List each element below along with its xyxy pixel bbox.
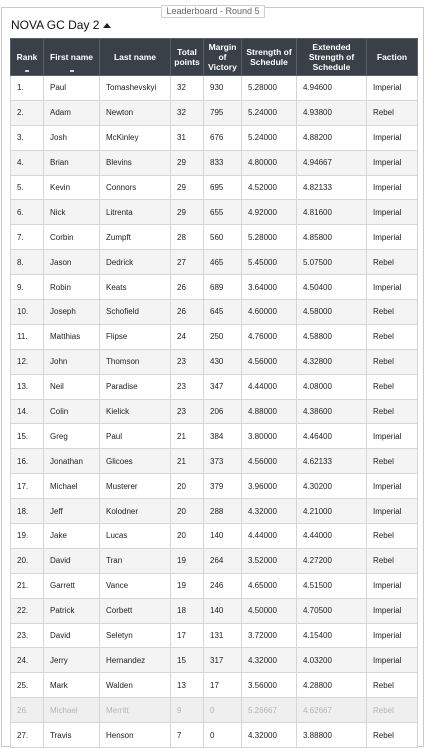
cell-margin-of-victory: 373 [204, 449, 242, 474]
column-header-faction[interactable]: Faction [367, 39, 418, 76]
cell-total-points: 28 [171, 225, 204, 250]
cell-last-name: Schofield [100, 300, 171, 325]
cell-last-name: Flipse [100, 324, 171, 349]
cell-margin-of-victory: 795 [204, 100, 242, 125]
cell-extended-sos: 4.82133 [297, 175, 367, 200]
cell-extended-sos: 4.30200 [297, 474, 367, 499]
cell-first-name: David [44, 623, 100, 648]
leaderboard-table [10, 38, 418, 748]
cell-extended-sos: 4.85800 [297, 225, 367, 250]
table-row[interactable] [11, 374, 418, 399]
cell-last-name: Zumpft [100, 225, 171, 250]
cell-faction: Rebel [367, 100, 418, 125]
cell-first-name: Corbin [44, 225, 100, 250]
cell-strength-of-schedule: 4.76000 [242, 324, 297, 349]
cell-last-name: Thomson [100, 349, 171, 374]
sort-indicator-icon [25, 70, 29, 72]
cell-margin-of-victory: 288 [204, 499, 242, 524]
cell-first-name: John [44, 349, 100, 374]
cell-margin-of-victory: 379 [204, 474, 242, 499]
cell-strength-of-schedule: 3.96000 [242, 474, 297, 499]
cell-total-points: 29 [171, 150, 204, 175]
cell-margin-of-victory: 689 [204, 275, 242, 300]
cell-first-name: Jerry [44, 648, 100, 673]
cell-rank: 4. [11, 150, 44, 175]
cell-margin-of-victory: 246 [204, 573, 242, 598]
table-row[interactable] [11, 623, 418, 648]
cell-strength-of-schedule: 5.28000 [242, 76, 297, 101]
leaderboard-body [11, 76, 418, 748]
cell-total-points: 29 [171, 175, 204, 200]
cell-last-name: Connors [100, 175, 171, 200]
cell-last-name: McKinley [100, 125, 171, 150]
cell-extended-sos: 4.46400 [297, 424, 367, 449]
cell-margin-of-victory: 17 [204, 673, 242, 698]
table-row[interactable] [11, 449, 418, 474]
cell-total-points: 18 [171, 598, 204, 623]
cell-last-name: Litrenta [100, 200, 171, 225]
cell-rank: 2. [11, 100, 44, 125]
cell-rank: 5. [11, 175, 44, 200]
cell-extended-sos: 4.81600 [297, 200, 367, 225]
cell-last-name: Glicoes [100, 449, 171, 474]
cell-strength-of-schedule: 3.52000 [242, 548, 297, 573]
cell-faction: Imperial [367, 200, 418, 225]
cell-first-name: Jeff [44, 499, 100, 524]
cell-rank: 15. [11, 424, 44, 449]
cell-first-name: Paul [44, 76, 100, 101]
cell-faction: Rebel [367, 449, 418, 474]
cell-margin-of-victory: 384 [204, 424, 242, 449]
cell-faction: Imperial [367, 175, 418, 200]
cell-strength-of-schedule: 4.88000 [242, 399, 297, 424]
cell-first-name: Nick [44, 200, 100, 225]
cell-rank: 21. [11, 573, 44, 598]
cell-rank: 6. [11, 200, 44, 225]
cell-margin-of-victory: 655 [204, 200, 242, 225]
cell-last-name: Lucas [100, 524, 171, 549]
cell-extended-sos: 4.28800 [297, 673, 367, 698]
cell-rank: 16. [11, 449, 44, 474]
table-header-row [11, 39, 418, 76]
cell-rank: 12. [11, 349, 44, 374]
table-row[interactable] [11, 125, 418, 150]
cell-margin-of-victory: 250 [204, 324, 242, 349]
table-row[interactable] [11, 150, 418, 175]
cell-faction: Imperial [367, 275, 418, 300]
cell-total-points: 32 [171, 100, 204, 125]
cell-rank: 10. [11, 300, 44, 325]
column-header-total-points[interactable]: Total points [171, 39, 204, 76]
table-row[interactable] [11, 573, 418, 598]
table-row[interactable] [11, 424, 418, 449]
cell-faction: Imperial [367, 76, 418, 101]
cell-last-name: Keats [100, 275, 171, 300]
cell-faction: Imperial [367, 573, 418, 598]
tournament-title: NOVA GC Day 2 [11, 18, 100, 32]
cell-last-name: Newton [100, 100, 171, 125]
cell-rank: 11. [11, 324, 44, 349]
table-row[interactable] [11, 524, 418, 549]
cell-last-name: Kielick [100, 399, 171, 424]
cell-first-name: Patrick [44, 598, 100, 623]
table-row[interactable] [11, 200, 418, 225]
cell-faction: Rebel [367, 524, 418, 549]
cell-first-name: Michael [44, 474, 100, 499]
cell-last-name: Walden [100, 673, 171, 698]
cell-faction: Rebel [367, 548, 418, 573]
cell-strength-of-schedule: 4.80000 [242, 150, 297, 175]
table-row[interactable] [11, 548, 418, 573]
table-row[interactable] [11, 698, 418, 723]
table-row[interactable] [11, 175, 418, 200]
cell-margin-of-victory: 930 [204, 76, 242, 101]
cell-rank: 23. [11, 623, 44, 648]
cell-first-name: Jonathan [44, 449, 100, 474]
column-header-margin-of-victory[interactable]: Margin of Victory [204, 39, 242, 76]
cell-last-name: Paradise [100, 374, 171, 399]
cell-first-name: Adam [44, 100, 100, 125]
cell-margin-of-victory: 140 [204, 598, 242, 623]
cell-extended-sos: 4.27200 [297, 548, 367, 573]
table-row[interactable] [11, 275, 418, 300]
tournament-title-toggle[interactable] [11, 18, 111, 32]
cell-strength-of-schedule: 3.80000 [242, 424, 297, 449]
cell-total-points: 15 [171, 648, 204, 673]
cell-extended-sos: 3.88800 [297, 723, 367, 748]
cell-extended-sos: 4.62667 [297, 698, 367, 723]
cell-faction: Rebel [367, 250, 418, 275]
table-row[interactable] [11, 723, 418, 748]
cell-faction: Rebel [367, 349, 418, 374]
cell-strength-of-schedule: 4.32000 [242, 499, 297, 524]
cell-total-points: 20 [171, 474, 204, 499]
cell-margin-of-victory: 0 [204, 698, 242, 723]
cell-first-name: Robin [44, 275, 100, 300]
cell-last-name: Blevins [100, 150, 171, 175]
cell-rank: 26. [11, 698, 44, 723]
cell-strength-of-schedule: 4.32000 [242, 723, 297, 748]
cell-last-name: Seletyn [100, 623, 171, 648]
cell-extended-sos: 4.03200 [297, 648, 367, 673]
cell-strength-of-schedule: 5.24000 [242, 100, 297, 125]
cell-total-points: 26 [171, 300, 204, 325]
cell-total-points: 23 [171, 399, 204, 424]
cell-rank: 20. [11, 548, 44, 573]
cell-faction: Imperial [367, 474, 418, 499]
cell-total-points: 26 [171, 275, 204, 300]
column-header-rank[interactable]: Rank [11, 39, 44, 76]
caret-up-icon [103, 23, 111, 28]
table-row[interactable] [11, 673, 418, 698]
cell-faction: Imperial [367, 125, 418, 150]
cell-strength-of-schedule: 4.44000 [242, 374, 297, 399]
cell-total-points: 7 [171, 723, 204, 748]
cell-total-points: 21 [171, 424, 204, 449]
cell-last-name: Hernandez [100, 648, 171, 673]
table-row[interactable] [11, 250, 418, 275]
cell-margin-of-victory: 676 [204, 125, 242, 150]
cell-extended-sos: 4.70500 [297, 598, 367, 623]
cell-faction: Rebel [367, 374, 418, 399]
cell-total-points: 27 [171, 250, 204, 275]
cell-total-points: 19 [171, 548, 204, 573]
table-row[interactable] [11, 76, 418, 101]
cell-first-name: Garrett [44, 573, 100, 598]
cell-rank: 18. [11, 499, 44, 524]
cell-extended-sos: 4.08000 [297, 374, 367, 399]
cell-faction: Rebel [367, 300, 418, 325]
cell-strength-of-schedule: 3.56000 [242, 673, 297, 698]
cell-faction: Imperial [367, 623, 418, 648]
cell-faction: Rebel [367, 698, 418, 723]
cell-first-name: Neil [44, 374, 100, 399]
cell-faction: Imperial [367, 499, 418, 524]
cell-total-points: 21 [171, 449, 204, 474]
cell-strength-of-schedule: 5.24000 [242, 125, 297, 150]
cell-rank: 3. [11, 125, 44, 150]
column-header-strength-of-schedule[interactable]: Strength of Schedule [242, 39, 297, 76]
cell-strength-of-schedule: 4.56000 [242, 449, 297, 474]
cell-strength-of-schedule: 4.60000 [242, 300, 297, 325]
cell-total-points: 29 [171, 200, 204, 225]
cell-extended-sos: 4.21000 [297, 499, 367, 524]
sort-indicator-icon [70, 70, 74, 72]
cell-strength-of-schedule: 3.64000 [242, 275, 297, 300]
cell-extended-sos: 4.93800 [297, 100, 367, 125]
cell-first-name: Josh [44, 125, 100, 150]
cell-first-name: Michael [44, 698, 100, 723]
cell-faction: Imperial [367, 598, 418, 623]
cell-margin-of-victory: 560 [204, 225, 242, 250]
cell-faction: Rebel [367, 673, 418, 698]
cell-rank: 14. [11, 399, 44, 424]
table-row[interactable] [11, 598, 418, 623]
cell-rank: 7. [11, 225, 44, 250]
cell-strength-of-schedule: 3.72000 [242, 623, 297, 648]
table-row[interactable] [11, 399, 418, 424]
cell-faction: Rebel [367, 399, 418, 424]
cell-first-name: Mark [44, 673, 100, 698]
cell-rank: 13. [11, 374, 44, 399]
cell-extended-sos: 4.94667 [297, 150, 367, 175]
cell-last-name: Vance [100, 573, 171, 598]
cell-extended-sos: 4.51500 [297, 573, 367, 598]
cell-total-points: 13 [171, 673, 204, 698]
table-row[interactable] [11, 474, 418, 499]
column-header-extended-sos[interactable]: Extended Strength of Schedule [297, 39, 367, 76]
cell-extended-sos: 5.07500 [297, 250, 367, 275]
cell-last-name: Henson [100, 723, 171, 748]
cell-last-name: Merritt [100, 698, 171, 723]
cell-extended-sos: 4.88200 [297, 125, 367, 150]
cell-margin-of-victory: 0 [204, 723, 242, 748]
cell-extended-sos: 4.58000 [297, 300, 367, 325]
cell-margin-of-victory: 131 [204, 623, 242, 648]
cell-extended-sos: 4.38600 [297, 399, 367, 424]
cell-faction: Imperial [367, 424, 418, 449]
cell-faction: Imperial [367, 225, 418, 250]
cell-extended-sos: 4.62133 [297, 449, 367, 474]
cell-last-name: Kolodner [100, 499, 171, 524]
cell-first-name: Greg [44, 424, 100, 449]
cell-first-name: Joseph [44, 300, 100, 325]
cell-strength-of-schedule: 5.28000 [242, 225, 297, 250]
cell-strength-of-schedule: 5.26667 [242, 698, 297, 723]
table-row[interactable] [11, 300, 418, 325]
cell-total-points: 24 [171, 324, 204, 349]
cell-last-name: Corbett [100, 598, 171, 623]
cell-strength-of-schedule: 4.52000 [242, 175, 297, 200]
cell-margin-of-victory: 264 [204, 548, 242, 573]
cell-rank: 8. [11, 250, 44, 275]
cell-total-points: 17 [171, 623, 204, 648]
cell-first-name: Jason [44, 250, 100, 275]
cell-rank: 22. [11, 598, 44, 623]
cell-extended-sos: 4.94600 [297, 76, 367, 101]
cell-total-points: 19 [171, 573, 204, 598]
table-row[interactable] [11, 349, 418, 374]
cell-margin-of-victory: 140 [204, 524, 242, 549]
cell-strength-of-schedule: 4.56000 [242, 349, 297, 374]
table-row[interactable] [11, 648, 418, 673]
cell-extended-sos: 4.15400 [297, 623, 367, 648]
cell-margin-of-victory: 347 [204, 374, 242, 399]
column-header-last-name[interactable]: Last name [100, 39, 171, 76]
cell-first-name: Matthias [44, 324, 100, 349]
table-row[interactable] [11, 225, 418, 250]
cell-rank: 25. [11, 673, 44, 698]
cell-first-name: Kevin [44, 175, 100, 200]
cell-faction: Imperial [367, 648, 418, 673]
cell-strength-of-schedule: 4.50000 [242, 598, 297, 623]
cell-margin-of-victory: 317 [204, 648, 242, 673]
cell-extended-sos: 4.58800 [297, 324, 367, 349]
cell-first-name: Colin [44, 399, 100, 424]
column-header-first-name[interactable]: First name [44, 39, 100, 76]
cell-faction: Imperial [367, 150, 418, 175]
panel-legend-label: Leaderboard - Round 5 [161, 5, 264, 18]
cell-total-points: 9 [171, 698, 204, 723]
table-row[interactable] [11, 499, 418, 524]
cell-faction: Rebel [367, 324, 418, 349]
cell-total-points: 20 [171, 524, 204, 549]
cell-last-name: Tran [100, 548, 171, 573]
cell-rank: 24. [11, 648, 44, 673]
cell-faction: Rebel [367, 723, 418, 748]
cell-first-name: David [44, 548, 100, 573]
cell-total-points: 20 [171, 499, 204, 524]
cell-extended-sos: 4.44000 [297, 524, 367, 549]
cell-extended-sos: 4.50400 [297, 275, 367, 300]
cell-total-points: 23 [171, 374, 204, 399]
cell-margin-of-victory: 430 [204, 349, 242, 374]
cell-strength-of-schedule: 5.45000 [242, 250, 297, 275]
cell-strength-of-schedule: 4.92000 [242, 200, 297, 225]
cell-total-points: 31 [171, 125, 204, 150]
table-row[interactable] [11, 100, 418, 125]
cell-first-name: Travis [44, 723, 100, 748]
cell-rank: 9. [11, 275, 44, 300]
table-row[interactable] [11, 324, 418, 349]
cell-rank: 19. [11, 524, 44, 549]
cell-last-name: Tomashevskyi [100, 76, 171, 101]
cell-strength-of-schedule: 4.44000 [242, 524, 297, 549]
cell-strength-of-schedule: 4.32000 [242, 648, 297, 673]
cell-first-name: Jake [44, 524, 100, 549]
cell-first-name: Brian [44, 150, 100, 175]
cell-last-name: Paul [100, 424, 171, 449]
cell-rank: 27. [11, 723, 44, 748]
cell-margin-of-victory: 645 [204, 300, 242, 325]
cell-last-name: Dedrick [100, 250, 171, 275]
cell-margin-of-victory: 833 [204, 150, 242, 175]
cell-total-points: 32 [171, 76, 204, 101]
cell-rank: 17. [11, 474, 44, 499]
cell-margin-of-victory: 465 [204, 250, 242, 275]
cell-margin-of-victory: 695 [204, 175, 242, 200]
cell-total-points: 23 [171, 349, 204, 374]
cell-extended-sos: 4.32800 [297, 349, 367, 374]
cell-margin-of-victory: 206 [204, 399, 242, 424]
cell-last-name: Musterer [100, 474, 171, 499]
cell-rank: 1. [11, 76, 44, 101]
cell-strength-of-schedule: 4.65000 [242, 573, 297, 598]
